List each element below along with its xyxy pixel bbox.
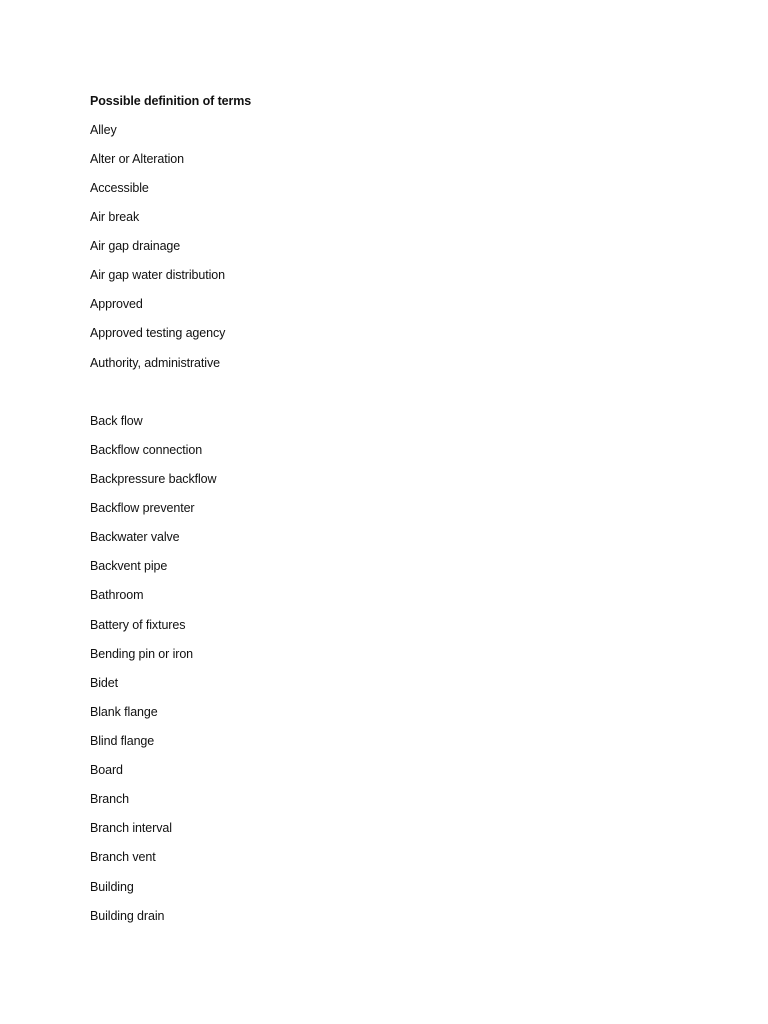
term-item: Bending pin or iron [90, 647, 194, 661]
term-item: Approved [90, 297, 143, 311]
term-item: Air gap water distribution [90, 268, 225, 282]
term-item: Board [90, 763, 123, 777]
term-item: Authority, administrative [90, 356, 220, 370]
term-item: Bathroom [90, 588, 144, 602]
document-title: Possible definition of terms [90, 94, 252, 108]
term-item: Branch vent [90, 850, 156, 864]
term-item: Approved testing agency [90, 326, 226, 340]
term-item: Bidet [90, 676, 118, 690]
term-item: Alley [90, 123, 117, 137]
term-item: Backflow connection [90, 443, 203, 457]
term-item: Blank flange [90, 705, 158, 719]
term-item: Branch [90, 792, 130, 806]
term-item: Backvent pipe [90, 559, 168, 573]
term-item: Back flow [90, 414, 143, 428]
term-item: Alter or Alteration [90, 152, 184, 166]
term-item: Branch interval [90, 821, 172, 835]
term-item: Backflow preventer [90, 501, 195, 515]
term-item: Backwater valve [90, 530, 180, 544]
term-item: Blind flange [90, 734, 155, 748]
term-item: Building drain [90, 909, 165, 923]
term-item: Backpressure backflow [90, 472, 217, 486]
term-item: Air break [90, 210, 140, 224]
term-item: Building [90, 880, 134, 894]
term-item: Air gap drainage [90, 239, 181, 253]
term-item: Accessible [90, 181, 149, 195]
term-item: Battery of fixtures [90, 618, 186, 632]
